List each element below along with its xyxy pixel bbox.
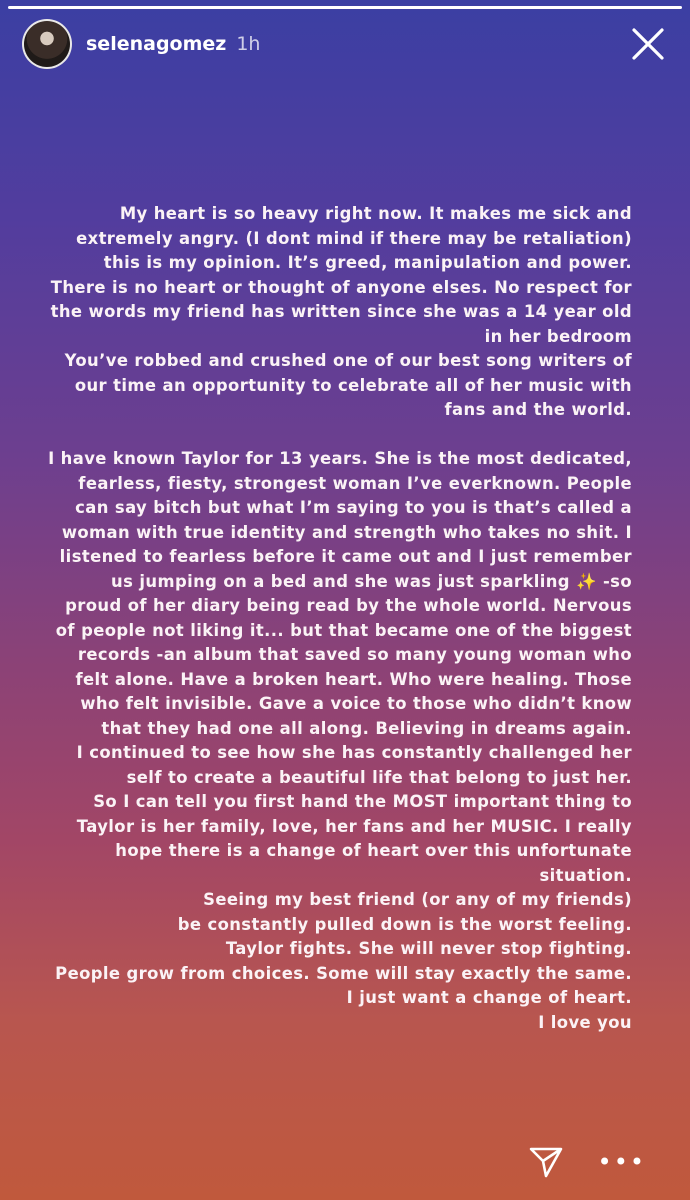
- story-text-line: who felt invisible. Gave a voice to those who didn’t know: [80, 694, 632, 713]
- story-text-line: Seeing my best friend (or any of my friends): [203, 890, 632, 909]
- story-text-line: People grow from choices. Some will stay exactly the same.: [55, 963, 632, 983]
- username[interactable]: selenagomez: [86, 33, 227, 55]
- story-footer: [528, 1144, 646, 1180]
- time-ago: 1h: [236, 33, 261, 55]
- story-text-line: So I can tell you first hand the MOST important thing to: [93, 792, 632, 811]
- story-text-line: My heart is so heavy right now. It makes me sick and: [119, 204, 632, 223]
- sparkle-line-after: -so: [596, 571, 632, 591]
- story-progress-fill: [8, 6, 682, 9]
- story-text-line: fearless, fiesty, strongest woman I’ve everknown. People: [78, 473, 632, 493]
- story-text: [32, 202, 632, 1035]
- story-text-line: I love you: [538, 1012, 632, 1032]
- story-text-line: woman with true identity and strength who takes no shit. I: [61, 522, 632, 542]
- close-icon: [628, 24, 668, 64]
- story-text-line: I continued to see how she has constantly challenged her: [76, 743, 632, 762]
- story-text-line: this is my opinion. It’s greed, manipulation and power.: [103, 253, 632, 272]
- paragraph-gap: [32, 423, 632, 448]
- story-text-line: self to create a beautiful life that belong to just her.: [126, 767, 632, 787]
- avatar[interactable]: [22, 19, 72, 69]
- story-text-line: be constantly pulled down is the worst feeling.: [177, 914, 632, 934]
- story-text-line: hope there is a change of heart over this unfortunate: [115, 841, 632, 860]
- close-button[interactable]: [628, 24, 668, 64]
- more-icon[interactable]: •••: [597, 1148, 646, 1176]
- story-text-line: our time an opportunity to celebrate all of her music with: [74, 375, 632, 395]
- story-text-line-sparkle: [32, 570, 632, 595]
- story-text-line: of people not liking it... but that became one of the biggest: [55, 620, 632, 640]
- story-text-line: I have known Taylor for 13 years. She is the most dedicated,: [48, 449, 632, 468]
- story-text-line: proud of her diary being read by the whole world. Nervous: [65, 596, 632, 615]
- story-text-line: Taylor is her family, love, her fans and her MUSIC. I really: [76, 816, 632, 836]
- story-progress-bar: [8, 6, 682, 9]
- story-text-line: Taylor fights. She will never stop fighting.: [225, 939, 632, 958]
- story-text-line: You’ve robbed and crushed one of our best song writers of: [64, 351, 632, 370]
- send-button[interactable]: [528, 1144, 564, 1180]
- story-text-line: that they had one all along. Believing in dreams again.: [101, 718, 632, 738]
- story-text-line: listened to fearless before it came out and I just remember: [59, 547, 632, 566]
- story-text-line: felt alone. Have a broken heart. Who were healing. Those: [75, 669, 632, 689]
- story-header: [22, 16, 668, 72]
- story-text-line: can say bitch but what I’m saying to you is that’s called a: [75, 498, 632, 517]
- sparkle-line-before: us jumping on a bed and she was just sparkling: [111, 571, 577, 591]
- sparkles-icon: ✨: [576, 571, 597, 591]
- send-icon: [528, 1144, 564, 1180]
- story-text-line: fans and the world.: [444, 400, 632, 419]
- story-text-line: in her bedroom: [484, 326, 632, 346]
- story-text-line: extremely angry. (I dont mind if there may be retaliation): [76, 228, 632, 248]
- story-text-line: situation.: [539, 865, 632, 885]
- story-text-line: records -an album that saved so many young woman who: [77, 645, 632, 664]
- story-text-line: the words my friend has written since she was a 14 year old: [50, 302, 632, 321]
- story-text-line: There is no heart or thought of anyone elses. No respect for: [50, 277, 632, 297]
- story-text-line: I just want a change of heart.: [346, 988, 632, 1007]
